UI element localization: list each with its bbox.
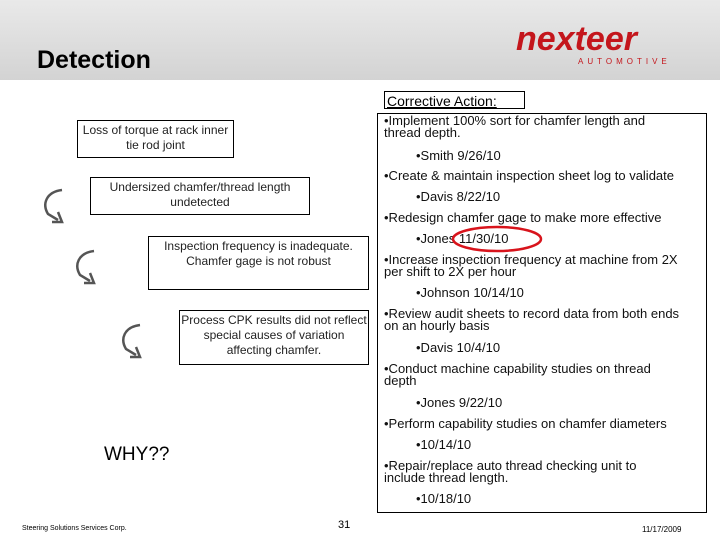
why-box-2: Undersized chamfer/thread length undetected	[90, 177, 310, 215]
logo-wordmark: nexteer	[516, 20, 637, 58]
action-line: •Conduct machine capability studies on thread	[384, 361, 651, 376]
footer-company: Steering Solutions Services Corp.	[22, 525, 127, 532]
action-owner-line: •Jones 11/30/10	[416, 231, 509, 246]
why-box-1: Loss of torque at rack inner tie rod joint	[77, 120, 234, 158]
why-label: WHY??	[104, 444, 170, 465]
curved-arrow-icon	[38, 186, 70, 226]
action-line: •Increase inspection frequency at machine from 2X	[384, 252, 678, 267]
action-line: •Review audit sheets to record data from both ends	[384, 306, 680, 321]
slide-title: Detection	[37, 46, 151, 74]
action-line: •Create & maintain inspection sheet log to validate	[384, 168, 674, 183]
footer-date: 11/17/2009	[642, 525, 682, 534]
action-line: depth	[384, 373, 417, 388]
action-owner-line: •10/14/10	[416, 437, 472, 452]
footer-page-number: 31	[338, 519, 351, 531]
nexteer-logo	[512, 18, 690, 70]
action-line: •Implement 100% sort for chamfer length and	[384, 113, 646, 128]
action-line: •Redesign chamfer gage to make more effective	[384, 210, 662, 225]
action-line: per shift to 2X per hour	[384, 264, 517, 279]
why-box-3: Inspection frequency is inadequate. Chamfer gage is not robust	[148, 236, 369, 290]
action-line: •Repair/replace auto thread checking unit to	[384, 458, 637, 473]
action-line: on an hourly basis	[384, 318, 490, 333]
curved-arrow-icon	[70, 247, 102, 287]
curved-arrow-icon	[116, 321, 148, 361]
action-owner-line: •Jones 9/22/10	[416, 395, 503, 410]
action-owner-line: •Davis 10/4/10	[416, 340, 501, 355]
logo-subtext: AUTOMOTIVE	[578, 57, 671, 66]
highlight-circle	[451, 225, 543, 253]
action-line: thread depth.	[384, 125, 461, 140]
action-owner-line: •10/18/10	[416, 491, 472, 506]
corrective-action-heading: Corrective Action:	[384, 91, 525, 109]
action-line: include thread length.	[384, 470, 509, 485]
action-line: •Perform capability studies on chamfer diameters	[384, 416, 667, 431]
action-owner-line: •Smith 9/26/10	[416, 148, 501, 163]
why-box-4: Process CPK results did not reflect special causes of variation affecting chamfer.	[179, 310, 369, 365]
action-owner-line: •Davis 8/22/10	[416, 189, 501, 204]
action-owner-line: •Johnson 10/14/10	[416, 285, 524, 300]
